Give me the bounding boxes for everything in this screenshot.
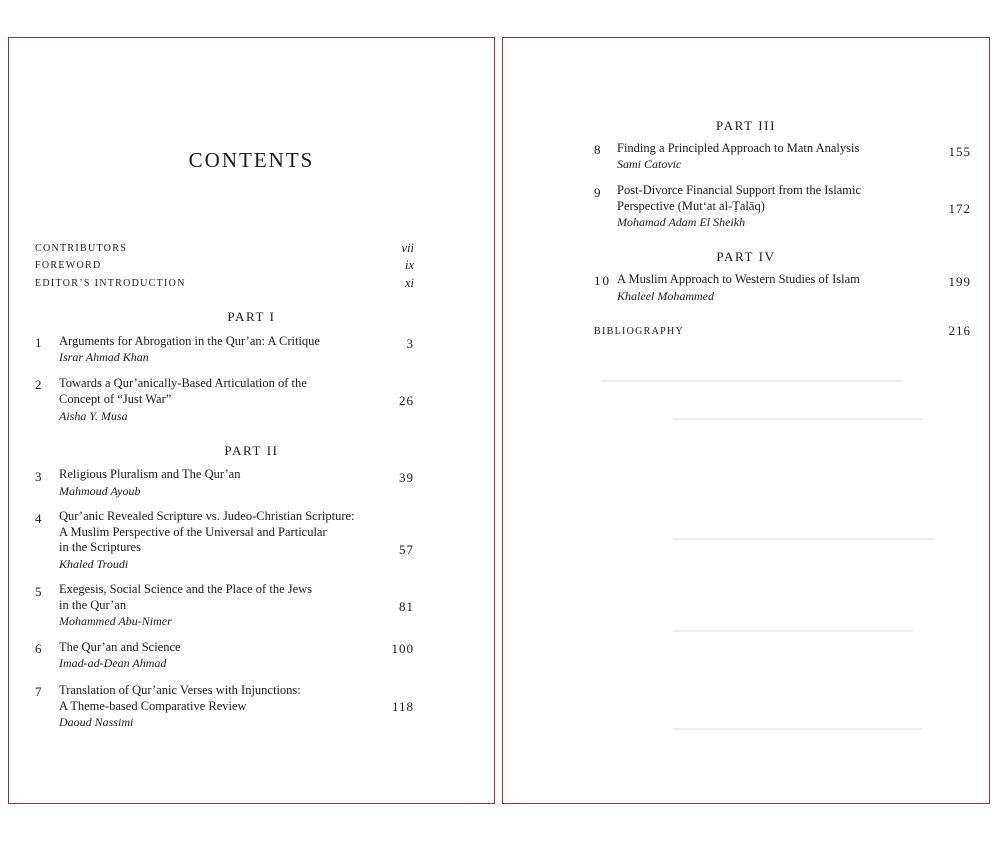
entry-author: Khaleel Mohammed [617,289,714,303]
entry-number: 8 [594,142,601,157]
entry-number: 4 [35,511,42,526]
entry-number: 5 [35,584,42,599]
entry-title: Finding a Principled Approach to Matn Analysis [617,141,860,155]
contents-title: CONTENTS [188,148,315,172]
entry-page: 155 [948,144,971,159]
entry-number: 10 [594,273,611,288]
entry-page: 100 [391,641,414,656]
entry-author: Sami Catovic [617,157,682,171]
entry-page: 172 [948,201,971,216]
back-matter-label: BIBLIOGRAPHY [594,326,685,337]
entry-author: Mohammed Abu-Nimer [59,614,172,628]
entry-author: Khaled Troudi [59,557,129,571]
entry-title: Post-Divorce Financial Support from the Islamic Perspective (Mut‘at al-Ṭalāq) [617,183,862,213]
entry-number: 1 [35,335,42,350]
entry-page: 39 [399,470,414,485]
front-matter-page: vii [401,241,414,255]
entry-page: 26 [399,393,414,408]
entry-number: 6 [35,641,42,656]
part-heading: PART II [224,443,279,458]
entry-title: Towards a Qur’anically-Based Articulation of the Concept of “Just War” [59,376,307,406]
entry-title: The Qur’an and Science [59,640,181,654]
entry-page: 3 [406,336,414,351]
entry-title: Qur’anic Revealed Scripture vs. Judeo-Christian Scripture: A Muslim Perspective of the Universal and Particular in the Scriptures [59,509,355,554]
entry-page: 81 [399,599,414,614]
front-matter-label: CONTRIBUTORS [35,243,128,254]
entry-author: Mahmoud Ayoub [59,484,141,498]
bleed-through-line [673,538,933,540]
entry-author: Aisha Y. Musa [59,409,128,423]
front-matter-page: ix [404,258,414,272]
bleed-through-line [601,380,901,382]
entry-title: Exegesis, Social Science and the Place of the Jews in the Qur’an [59,582,313,612]
bleed-through-line [673,630,913,632]
entry-title: Translation of Qur’anic Verses with Injunctions: A Theme-based Comparative Review [59,683,301,713]
entry-number: 3 [35,469,42,484]
entry-number: 9 [594,185,601,200]
entry-number: 2 [35,377,42,392]
front-matter-label: EDITOR’S INTRODUCTION [35,278,186,289]
entry-page: 57 [399,542,414,557]
left-page [8,37,495,804]
entry-page: 199 [948,274,971,289]
front-matter-page: xi [404,276,414,290]
entry-page: 118 [391,699,414,714]
right-page [502,37,990,804]
entry-title: Religious Pluralism and The Qur’an [59,467,241,481]
entry-title: A Muslim Approach to Western Studies of Islam [617,272,860,286]
bleed-through-line [673,418,923,420]
entry-number: 7 [35,684,42,699]
bleed-through-line [673,728,923,730]
entry-author: Daoud Nassimi [59,715,134,729]
front-matter-label: FOREWORD [35,260,102,271]
part-heading: PART III [715,118,777,133]
entry-author: Mohamad Adam El Sheikh [617,215,746,229]
back-matter-page: 216 [948,323,971,338]
entry-title: Arguments for Abrogation in the Qur’an: A Critique [59,334,320,348]
part-heading: PART IV [716,249,776,264]
part-heading: PART I [227,309,276,324]
entry-author: Israr Ahmad Khan [59,350,149,364]
entry-author: Imad-ad-Dean Ahmad [59,656,167,670]
